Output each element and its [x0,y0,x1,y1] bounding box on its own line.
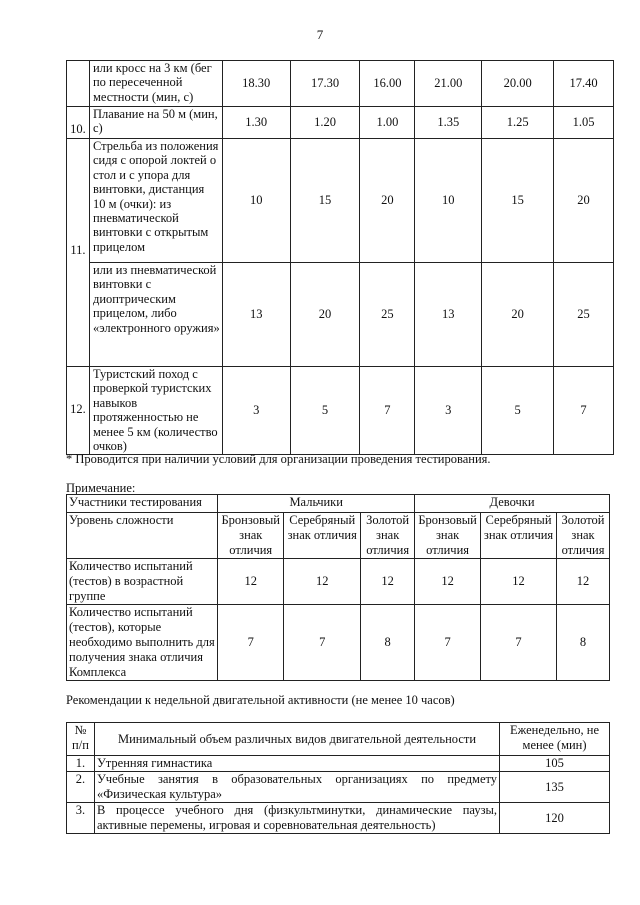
value-cell: 1.20 [290,107,360,139]
value-cell: 12 [218,559,284,605]
row-number [67,61,90,107]
value-cell: 16.00 [360,61,415,107]
value-cell: 12 [284,559,361,605]
activity-cell: В процессе учебного дня (физкультминутки, динамические паузы, активные перемены, игровая и соревновательная деятельность) [94,803,499,834]
activity-header: Минимальный объем различных видов двигательной деятельности [94,723,499,756]
participants-label: Участники тестирования [67,495,218,513]
badge-header: Бронзовый знак отличия [415,513,481,559]
value-cell: 12 [557,559,610,605]
weekly-header: Еженедельно, не менее (мин) [500,723,610,756]
value-cell: 3 [415,367,482,455]
value-cell: 10 [415,139,482,263]
note-title: Примечание: [66,481,136,495]
row-label: Количество испытаний (тестов), которые необходимо выполнить для получения знака отличия Комплекса [67,605,218,681]
test-description: Плавание на 50 м (мин, с) [89,107,222,139]
value-cell: 7 [415,605,481,681]
row-label: Количество испытаний (тестов) в возрастной группе [67,559,218,605]
value-cell: 17.40 [554,61,614,107]
test-description: Стрельба из положения сидя с опорой локтей о стол и с упора для винтовки, дистанция 10 м (очки): из пневматической винтовки с открытым прицелом [89,139,222,263]
value-cell: 1.05 [554,107,614,139]
value-cell: 12 [361,559,415,605]
minutes-cell: 135 [500,772,610,803]
value-cell: 25 [554,263,614,367]
badge-header: Серебряный знак отличия [284,513,361,559]
value-cell: 20 [290,263,360,367]
value-cell: 12 [415,559,481,605]
table-row [67,263,614,367]
table-row [67,495,610,513]
value-cell: 21.00 [415,61,482,107]
minutes-cell: 120 [500,803,610,834]
test-description: или из пневматической винтовки с диоптрическим прицелом, либо «электронного оружия» [89,263,222,367]
value-cell: 25 [360,263,415,367]
value-cell: 20.00 [482,61,554,107]
footnote: * Проводится при наличии условий для организации проведения тестирования. [66,452,491,466]
value-cell: 20 [360,139,415,263]
badge-header: Серебряный знак отличия [481,513,557,559]
minutes-cell: 105 [500,756,610,772]
value-cell: 7 [284,605,361,681]
value-cell: 10 [222,139,290,263]
value-cell: 3 [222,367,290,455]
value-cell: 20 [482,263,554,367]
value-cell: 1.35 [415,107,482,139]
table-row [67,723,610,756]
value-cell: 1.25 [482,107,554,139]
value-cell: 1.00 [360,107,415,139]
value-cell: 8 [361,605,415,681]
number-header: № п/п [67,723,95,756]
row-number: 3. [67,803,95,834]
value-cell: 8 [557,605,610,681]
value-cell: 13 [415,263,482,367]
badge-header: Золотой знак отличия [361,513,415,559]
activity-cell: Учебные занятия в образовательных организациях по предмету «Физическая культура» [94,772,499,803]
value-cell: 7 [481,605,557,681]
table-row [67,559,610,605]
table-row [67,605,610,681]
table-row [67,367,614,455]
activity-table [66,722,610,834]
value-cell: 1.30 [222,107,290,139]
table-row [67,139,614,263]
value-cell: 5 [482,367,554,455]
value-cell: 7 [554,367,614,455]
test-description: или кросс на 3 км (бег по пересеченной местности (мин, с) [89,61,222,107]
row-number: 10. [67,107,90,139]
value-cell: 17.30 [290,61,360,107]
boys-header: Мальчики [218,495,415,513]
value-cell: 20 [554,139,614,263]
badge-header: Золотой знак отличия [557,513,610,559]
difficulty-label: Уровень сложности [67,513,218,559]
table-row [67,513,610,559]
table-row [67,107,614,139]
girls-header: Девочки [415,495,610,513]
row-number: 12. [67,367,90,455]
value-cell: 13 [222,263,290,367]
value-cell: 15 [482,139,554,263]
norms-table [66,60,614,455]
value-cell: 18.30 [222,61,290,107]
value-cell: 7 [218,605,284,681]
table-row [67,803,610,834]
badge-requirements-table [66,494,610,681]
test-description: Туристский поход с проверкой туристских навыков протяженностью не менее 5 км (количество очков) [89,367,222,455]
row-number: 11. [67,139,90,367]
value-cell: 12 [481,559,557,605]
badge-header: Бронзовый знак отличия [218,513,284,559]
value-cell: 15 [290,139,360,263]
page-number: 7 [316,27,324,42]
value-cell: 5 [290,367,360,455]
value-cell: 7 [360,367,415,455]
table-row [67,772,610,803]
activity-cell: Утренняя гимнастика [94,756,499,772]
table-row [67,61,614,107]
recommendations-title: Рекомендации к недельной двигательной активности (не менее 10 часов) [66,693,455,707]
table-row [67,756,610,772]
row-number: 1. [67,756,95,772]
row-number: 2. [67,772,95,803]
